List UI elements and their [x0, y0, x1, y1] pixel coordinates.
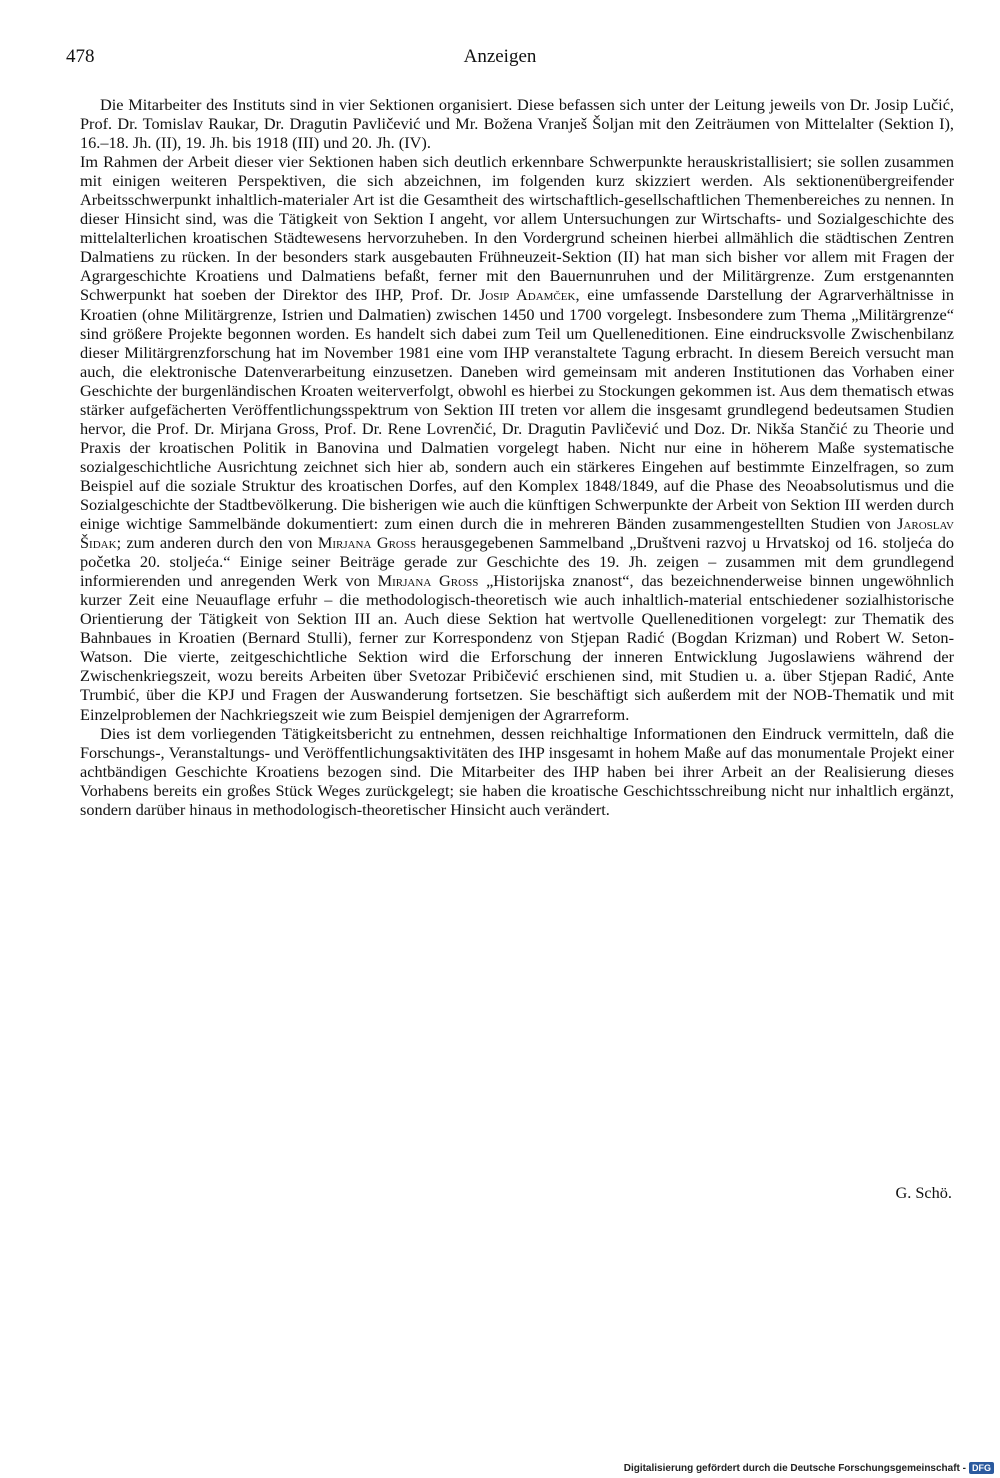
author-name: Mirjana Gross: [377, 571, 479, 591]
paragraph-1: Die Mitarbeiter des Instituts sind in vier Sektionen organisiert. Diese befassen sich unter der Leitung jeweils von Dr. Josip Lučić, Prof. Dr. Tomislav Raukar, Dr. Dragutin Pavličević und Mr. Božena Vranješ Šoljan mit den Zeiträumen von Mittelalter (Sektion I), 16.–18. Jh. (II), 19. Jh. bis 1918 (III) und 20. Jh. (IV).: [80, 95, 954, 153]
running-head: Anzeigen: [463, 46, 537, 67]
dfg-logo-icon: DFG: [969, 1462, 994, 1474]
text-run: herausgegebenen Sammelband „Društveni razvoj u Hrvatskoj od 16. stoljeća do početka 20. stoljeća.“ Einige seiner Beiträge gerade zur Geschichte des 19. Jh. zeigen – zusammen mit dem grundlegend informierenden und anregenden Werk von: [80, 533, 955, 591]
author-name: Jaroslav Šidak: [80, 514, 954, 553]
text-run: „Historijska znanost“, das bezeichnenderweise binnen ungewöhnlich kurzer Zeit eine Neuauflage erfuhr – die methodologisch-theoretisch wie auch inhaltlich-material entschiedener sozialhistorische Orientierung der Tätigkeit von Sektion III an. Auch diese Sektion hat wertvolle Quelleneditionen vorgelegt: zur Thematik des Bahnbaues in Kroatien (Bernard Stulli), ferner zur Korrespondenz von Stjepan Radić (Bogdan Krizman) und Robert W. Seton-Watson. Die vierte, zeitgeschichtliche Sektion wird die Erforschung der inneren Entwicklung Jugoslawiens während der Zwischenkriegszeit, wozu bereits Arbeiten über Svetozar Pribičević erschienen sind, mit Studien u. a. über Stjepan Radić, Ante Trumbić, über die KPJ und Fragen der Auswanderung fortsetzen. Sie beschäftigt sich außerdem mit der NOB-Thematik und mit Einzelproblemen der Nachkriegszeit wie zum Beispiel demjenigen der Agrarreform.: [80, 571, 954, 724]
paragraph-3: Dies ist dem vorliegenden Tätigkeitsbericht zu entnehmen, dessen reichhaltige Informationen den Eindruck vermitteln, daß die Forschungs-, Veranstaltungs- und Veröffentlichungsaktivitäten des IHP insgesamt in hohem Maße auf das monumentale Projekt einer achtbändigen Geschichte Kroatiens bezogen sind. Die Mitarbeiter des IHP haben bei ihrer Arbeit an der Realisierung dieses Vorhabens bereits ein großes Stück Weges zurückgelegt; sie haben die kroatische Geschichtsschreibung nicht nur inhaltlich ergänzt, sondern darüber hinaus in methodologisch-theoretischer Hinsicht auch verändert.: [80, 723, 954, 819]
text-run: Im Rahmen der Arbeit dieser vier Sektionen haben sich deutlich erkennbare Schwerpunkte herauskristallisiert; sie sollen zusammen mit einigen weiteren Perspektiven, die sich abzeichnen, im folgenden kurz skizziert werden. Als sektionenübergreifender Arbeitsschwerpunkt inhaltlich-materialer Art ist die Gesamtheit des wirtschaftlich-gesellschaftlichen Themenbereiches zu nennen. In dieser Hinsicht sind, was die Tätigkeit von Sektion I angeht, vor allem Untersuchungen zur Wirtschafts- und Sozialgeschichte des mittelalterlichen kroatischen Städtewesens hervorzuheben. In den Vordergrund scheinen hierbei allmählich die städtischen Zentren Dalmatiens zu rücken. In der besonders stark ausgebauten Frühneuzeit-Sektion (II) hat man sich bisher vor allem mit Fragen der Agrargeschichte Kroatiens und Dalmatiens befaßt, ferner mit den Bauernunruhen und der Militärgrenze. Zum erstgenannten Schwerpunkt hat soeben der Direktor des IHP, Prof. Dr.: [80, 152, 954, 305]
article-body: [80, 95, 954, 819]
author-signature: G. Schö.: [895, 1183, 952, 1202]
author-name: Josip Adamček: [479, 285, 576, 305]
digitization-footer: [624, 1462, 994, 1474]
author-name: Mirjana Gross: [317, 533, 417, 553]
footer-text: Digitalisierung gefördert durch die Deutsche Forschungsgemeinschaft -: [623, 1462, 966, 1474]
text-run: , eine umfassende Darstellung der Agrarverhältnisse in Kroatien (ohne Militärgrenze, Istrien und Dalmatien) zwischen 1450 und 1700 vorgelegt. Insbesondere zum Thema „Militärgrenze“ sind größere Projekte begonnen worden. Es handelt sich dabei zum Teil um Quelleneditionen. Eine eindrucksvolle Zwischenbilanz dieser Militärgrenzforschung hat im November 1981 eine vom IHP veranstaltete Tagung erbracht. In diesem Bereich versucht man auch, die elektronische Datenverarbeitung einzusetzen. Daneben wird gemeinsam mit anderen Institutionen das Vorhaben einer Geschichte der burgenländischen Kroaten weiterverfolgt, obwohl es hierbei zu Stockungen gekommen ist. Aus dem thematisch etwas stärker aufgefächerten Veröffentlichungsspektrum von Sektion III treten vor allem die insgesamt grundlegend bedeutsamen Studien hervor, die Prof. Dr. Mirjana Gross, Prof. Dr. Rene Lovrenčić, Dr. Dragutin Pavličević und Doz. Dr. Nikša Stančić zu Theorie und Praxis der kroatischen Politik in Banovina und Dalmatien vorgelegt haben. Nicht nur eine in höherem Maße systematische sozialgeschichtliche Ausrichtung zeichnet sich hier ab, sondern auch ein stärkeres Eingehen auf bestimmte Einzelfragen, so zum Beispiel auf die soziale Struktur des kroatischen Dorfes, auf den Komplex 1848/1849, auf die Phase des Neoabsolutismus und die Sozialgeschichte der Stadtbevölkerung. Die bisherigen wie auch die künftigen Schwerpunkte der Arbeit von Sektion III werden durch einige wichtige Sammelbände dokumentiert: zum einen durch die in mehreren Bänden zusammengestellten Studien von: [80, 285, 954, 534]
text-run: ; zum anderen durch den von: [116, 533, 318, 553]
page-number: 478: [66, 46, 95, 67]
paragraph-2: [80, 152, 954, 723]
